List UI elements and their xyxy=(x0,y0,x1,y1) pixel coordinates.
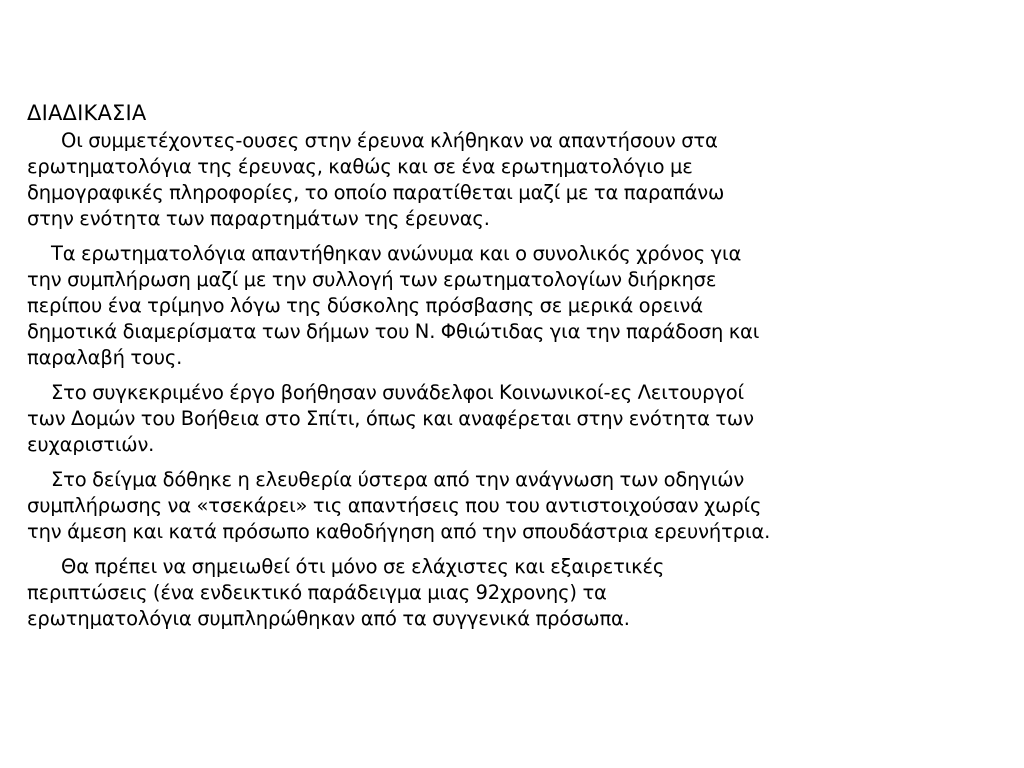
text-line: περιπτώσεις (ένα ενδεικτικό παράδειγμα μιας 92χρονης) τα xyxy=(27,581,607,604)
text-line: περίπου ένα τρίμηνο λόγω της δύσκολης πρόσβασης σε μερικά ορεινά xyxy=(27,294,703,317)
text-line: Στο συγκεκριμένο έργο βοήθησαν συνάδελφοι Κοινωνικοί-ες Λειτουργοί xyxy=(51,381,744,404)
text-line: Οι συμμετέχοντες-ουσες στην έρευνα κλήθηκαν να απαντήσουν στα xyxy=(61,129,718,152)
text-line: ευχαριστιών. xyxy=(27,433,155,456)
document-body xyxy=(27,98,995,641)
text-line: Θα πρέπει να σημειωθεί ότι μόνο σε ελάχιστες και εξαιρετικές xyxy=(61,555,665,578)
text-line: των Δομών του Βοήθεια στο Σπίτι, όπως και αναφέρεται στην ενότητα των xyxy=(27,407,754,430)
text-line: παραλαβή τους. xyxy=(27,346,183,369)
text-line: ερωτηματολόγια συμπληρώθηκαν από τα συγγενικά πρόσωπα. xyxy=(27,607,630,630)
text-line: Στο δείγμα δόθηκε η ελευθερία ύστερα από την ανάγνωση των οδηγιών xyxy=(51,468,745,491)
paragraph-exceptions xyxy=(27,554,995,632)
text-line: την άμεση και κατά πρόσωπο καθοδήγηση από την σπουδάστρια ερευνήτρια. xyxy=(27,520,771,543)
section-heading: ΔΙΑΔΙΚΑΣΙΑ xyxy=(27,101,147,125)
text-line: την συμπλήρωση μαζί με την συλλογή των ερωτηματολογίων διήρκησε xyxy=(27,268,717,291)
text-line: δημογραφικές πληροφορίες, το οποίο παρατίθεται μαζί με τα παραπάνω xyxy=(27,181,725,204)
paragraph-questionnaires xyxy=(27,128,995,232)
text-line: Τα ερωτηματολόγια απαντήθηκαν ανώνυμα και ο συνολικός χρόνος για xyxy=(51,242,742,265)
paragraph-assistance xyxy=(27,380,995,458)
text-line: δημοτικά διαμερίσματα των δήμων του Ν. Φθιώτιδας για την παράδοση και xyxy=(27,320,760,343)
text-line: στην ενότητα των παραρτημάτων της έρευνας. xyxy=(27,207,490,230)
paragraph-anonymity xyxy=(27,241,995,371)
paragraph-freedom xyxy=(27,467,995,545)
text-line: συμπλήρωσης να «τσεκάρει» τις απαντήσεις που του αντιστοιχούσαν χωρίς xyxy=(27,494,762,517)
text-line: ερωτηματολόγια της έρευνας, καθώς και σε ένα ερωτηματολόγιο με xyxy=(27,155,693,178)
